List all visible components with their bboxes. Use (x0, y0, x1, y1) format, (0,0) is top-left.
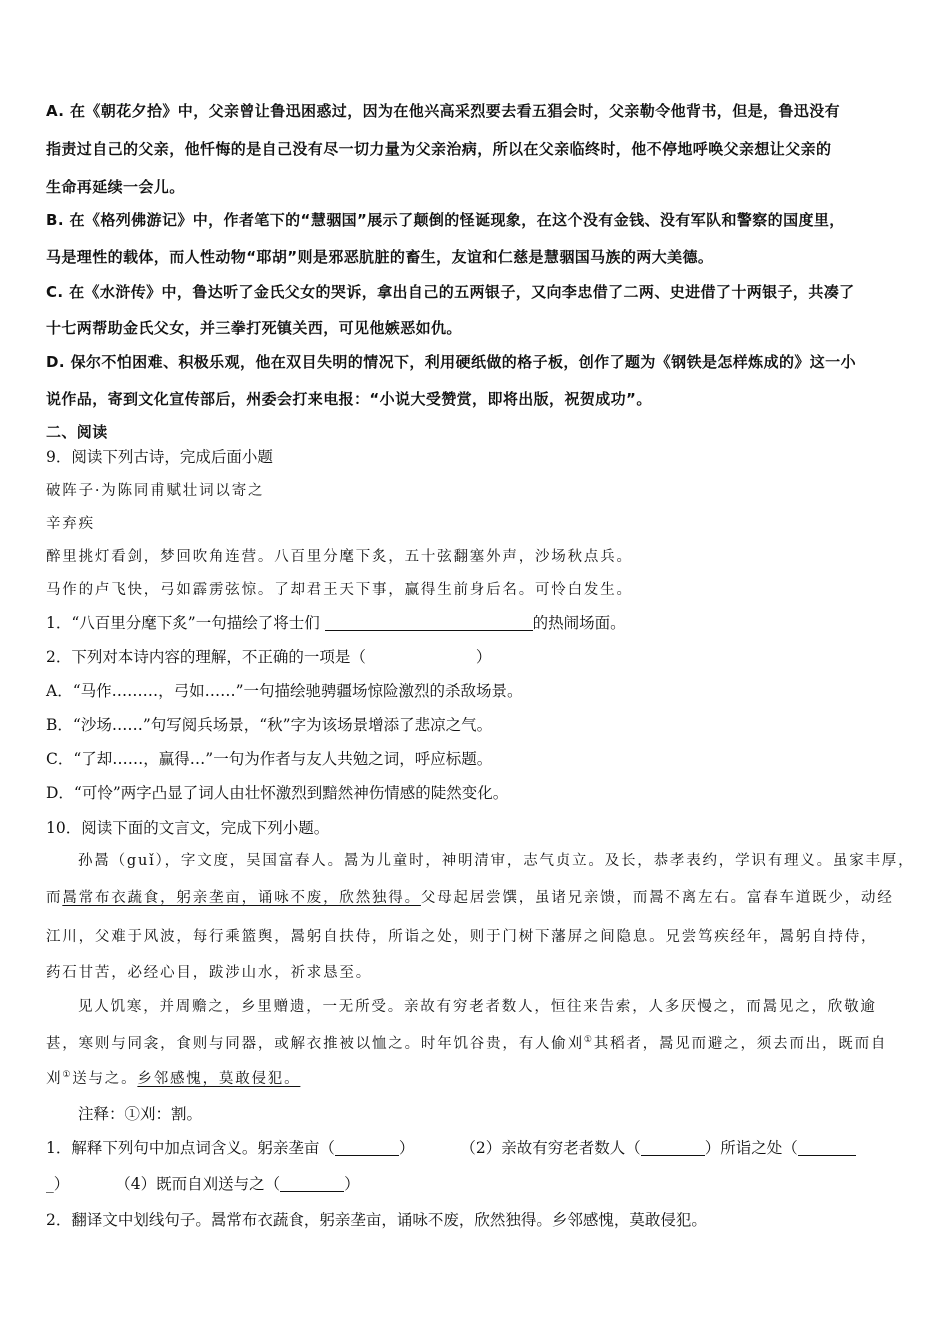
q9-choice-d: D．“可怜”两字凸显了词人由壮怀激烈到黯然神伤情感的陡然变化。 (46, 784, 509, 802)
q9-choice-b: B．“沙场……”句写阅兵场景，“秋”字为该场景增添了悲凉之气。 (46, 716, 493, 734)
option-c-line-1: C. 在《水浒传》中，鲁达听了金氏父女的哭诉，拿出自己的五两银子，又向李忠借了二两、史进借了十两银子，共凑了 (46, 283, 855, 301)
q10-intro: 10．阅读下面的文言文，完成下列小题。 (46, 819, 330, 837)
option-c-line-2: 十七两帮助金氏父女，并三拳打死镇关西，可见他嫉恶如仇。 (46, 319, 462, 337)
q9-sub1 (46, 612, 906, 634)
underlined-sentence-1: 暠常布衣蔬食，躬亲垄亩，诵咏不废，欣然独得。 (62, 890, 421, 906)
answer-blank-3[interactable] (798, 1139, 856, 1156)
paren-close: ） (398, 1139, 415, 1157)
passage-p2-line-2 (46, 1033, 906, 1055)
footnote-marker: ① (583, 1035, 594, 1045)
option-a-line-3: 生命再延续一会儿。 (46, 178, 185, 196)
passage-text: 甚，寒则与同衾，食则与同器，或解衣推被以恤之。时年饥谷贵，有人偷刈 (46, 1036, 584, 1052)
q10-sub1-item-4: （4）既而自刈送与之（ (115, 1175, 281, 1193)
passage-p1-line-3: 江川，父难于风波，每行乘篮舆，暠躬自扶侍，所诣之处，则于门树下藩屏之间隐息。兄尝笃疾经年，暠躬自持侍， (46, 929, 878, 945)
option-a-line-2: 指责过自己的父亲，他忏悔的是自己没有尽一切力量为父亲治病，所以在父亲临终时，他不停地呼唤父亲想让父亲的 (46, 140, 832, 158)
answer-blank-1[interactable] (335, 1139, 399, 1156)
option-a-line-1: A. 在《朝花夕拾》中，父亲曾让鲁迅困惑过，因为在他兴高采烈要去看五猖会时，父亲勒令他背书，但是，鲁迅没有 (46, 102, 841, 120)
passage-text: 刈 (46, 1071, 63, 1087)
option-b-line-2: 马是理性的载体，而人性动物“耶胡”则是邪恶肮脏的畜生，友谊和仁慈是慧骃国马族的两大美德。 (46, 248, 714, 266)
poem-title: 破阵子·为陈同甫赋壮词以寄之 (46, 483, 265, 499)
q9-choice-c: C．“了却……，赢得…”一句为作者与友人共勉之词，呼应标题。 (46, 750, 493, 768)
passage-footnote: 注释：①刈：割。 (78, 1105, 203, 1123)
q10-sub2: 2．翻译文中划线句子。暠常布衣蔬食，躬亲垄亩，诵咏不废，欣然独得。乡邻感愧，莫敢侵犯。 (46, 1211, 707, 1229)
q9-intro: 9．阅读下列古诗，完成后面小题 (46, 448, 273, 466)
passage-p1-line-4: 药石甘苦，必经心目，跋涉山水，祈求恳至。 (46, 965, 372, 981)
footnote-marker: ① (62, 1070, 73, 1080)
q9-sub2 (46, 646, 906, 668)
answer-blank-4[interactable] (280, 1175, 344, 1192)
q10-sub1-line-2 (46, 1173, 906, 1195)
q9-sub1-prompt: 1．“八百里分麾下炙”一句描绘了将士们 (46, 614, 325, 632)
q10-sub1-line-1 (46, 1137, 906, 1159)
poem-stanza-1: 醉里挑灯看剑，梦回吹角连营。八百里分麾下炙，五十弦翻塞外声，沙场秋点兵。 (46, 549, 633, 565)
q10-sub1-prompt: 1．解释下列句中加点词含义。躬亲垄亩（ (46, 1139, 335, 1157)
q10-sub1-item-3: ）所诣之处（ (704, 1139, 798, 1157)
q9-choice-a: A．“马作………，弓如……”一句描绘驰骋疆场惊险激烈的杀敌场景。 (46, 682, 523, 700)
passage-p1-line-1: 孙暠（guǐ），字文度，吴国富春人。暠为儿童时，神明清审，志气贞立。及长，恭孝表约，学识有理义。虽家丰厚， (78, 853, 915, 869)
passage-text: 送与之。 (72, 1071, 138, 1087)
option-b-line-1: B. 在《格列佛游记》中，作者笔下的“慧骃国”展示了颠倒的怪诞现象，在这个没有金钱、没有军队和警察的国度里， (46, 211, 845, 229)
passage-text: 而 (46, 890, 63, 906)
paren-close: ） (344, 1175, 360, 1193)
option-d-line-2: 说作品，寄到文化宣传部后，州委会打来电报：“小说大受赞赏，即将出版，祝贺成功”。 (46, 390, 652, 408)
answer-blank-2[interactable] (641, 1139, 705, 1156)
passage-p2-line-1: 见人饥寒，并周赡之，乡里赠遗，一无所受。亲故有穷老者数人，恒往来告索，人多厌慢之，而暠见之，欣敬逾 (78, 999, 877, 1015)
passage-p2-line-3 (46, 1068, 906, 1090)
poem-stanza-2: 马作的卢飞快，弓如霹雳弦惊。了却君王天下事，赢得生前身后名。可怜白发生。 (46, 582, 633, 598)
passage-p1-line-2 (46, 887, 906, 909)
q9-sub2-prompt: 2．下列对本诗内容的理解，不正确的一项是（ (46, 648, 366, 666)
poem-author: 辛弃疾 (46, 516, 95, 532)
q10-sub1-item-2: （2）亲故有穷老者数人（ (460, 1139, 641, 1157)
section-heading-reading: 二、阅读 (46, 423, 108, 441)
q9-sub1-answer-blank[interactable] (325, 614, 533, 631)
paren-close: _） (46, 1175, 70, 1193)
q9-sub2-close: ） (475, 648, 492, 666)
underlined-sentence-2: 乡邻感愧，莫敢侵犯。 (137, 1071, 301, 1087)
q9-sub1-suffix: 的热闹场面。 (532, 614, 626, 632)
passage-text: 其稻者，暠见而避之，须去而出，既而自 (593, 1036, 888, 1052)
option-d-line-1: D. 保尔不怕困难、积极乐观，他在双目失明的情况下，利用硬纸做的格子板，创作了题为《钢铁是怎样炼成的》这一小 (46, 353, 856, 371)
passage-text: 父母起居尝馔，虽诸兄亲馈，而暠不离左右。富春车道既少，动经 (420, 890, 894, 906)
